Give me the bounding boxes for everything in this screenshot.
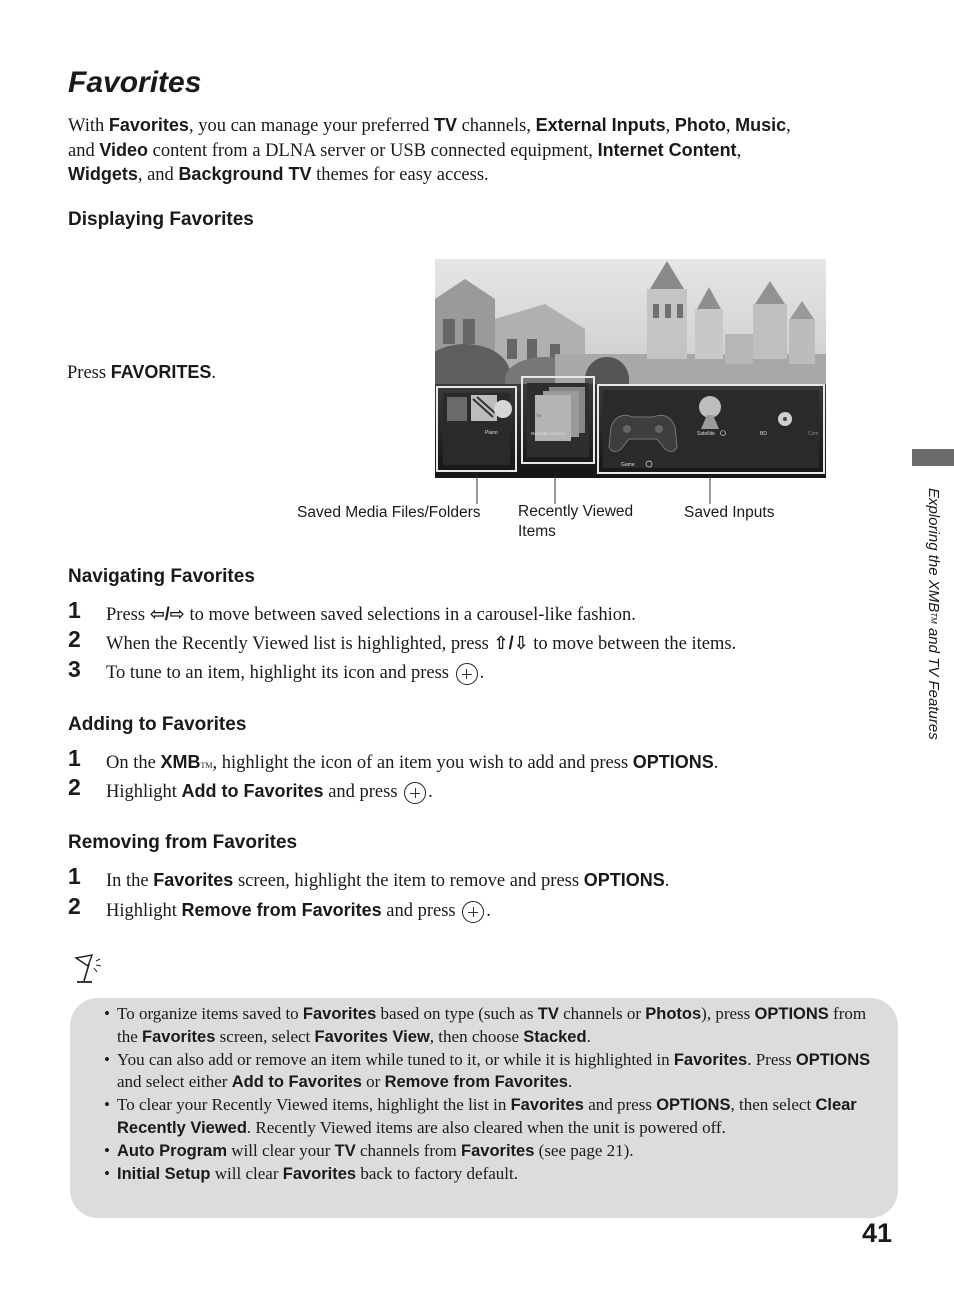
press-favorites-instruction: Press FAVORITES.	[67, 362, 216, 383]
label-saved-media-files-folders: Saved Media Files/Folders	[297, 504, 481, 521]
svg-text:BD: BD	[760, 431, 767, 437]
svg-text:Com: Com	[808, 431, 819, 437]
intro-paragraph: With Favorites, you can manage your preferred TV channels, External Inputs, Photo, Music, and Video content from a DLNA server or USB connected equipment, Internet Content, Widgets, and Background TV themes for easy access.	[68, 115, 791, 185]
enter-button-icon	[404, 782, 426, 804]
tip-item: • To organize items saved to Favorites based on type (such as TV channels or Photos), press OPTIONS from the Favorites screen, select Favorites View, then choose Stacked.	[104, 1003, 874, 1049]
heading-navigating-favorites: Navigating Favorites	[68, 566, 255, 587]
svg-text:Recently Viewed: Recently Viewed	[531, 431, 565, 436]
chapter-sidebar-title: Exploring the XMBTM and TV Features	[925, 488, 942, 740]
heading-displaying-favorites: Displaying Favorites	[68, 209, 254, 230]
tips-list	[104, 1003, 874, 1185]
enter-button-icon	[456, 663, 478, 685]
tip-item: • To clear your Recently Viewed items, highlight the list in Favorites and press OPTIONS, then select Clear Recently Viewed. Recently Viewed items are also cleared when the unit is powered off.	[104, 1094, 874, 1140]
svg-text:TV: TV	[536, 413, 542, 418]
page-number: 41	[862, 1218, 893, 1248]
tips-box	[70, 998, 898, 1218]
up-down-arrows-icon: ⇧/⇩	[493, 633, 529, 653]
favorites-screen-illustration	[435, 259, 826, 478]
tip-lamp-icon	[72, 952, 110, 986]
label-saved-inputs: Saved Inputs	[684, 504, 775, 521]
heading-adding-to-favorites: Adding to Favorites	[68, 714, 247, 735]
svg-text:Game: Game	[621, 462, 635, 468]
svg-text:Piano: Piano	[485, 430, 498, 436]
left-right-arrows-icon: ⇦/⇨	[149, 604, 185, 624]
label-recently-viewed-items: Recently Viewed Items	[518, 503, 634, 540]
tip-item: • Initial Setup will clear Favorites back to factory default.	[104, 1163, 874, 1186]
chapter-tab-marker	[912, 449, 954, 466]
svg-text:Satellite: Satellite	[697, 431, 715, 437]
heading-removing-from-favorites: Removing from Favorites	[68, 832, 298, 853]
tip-item: • You can also add or remove an item while tuned to it, or while it is highlighted in Favorites. Press OPTIONS and select either Add to Favorites or Remove from Favorites.	[104, 1049, 874, 1095]
page-title: Favorites	[68, 66, 202, 99]
enter-button-icon	[462, 901, 484, 923]
tip-item: • Auto Program will clear your TV channels from Favorites (see page 21).	[104, 1140, 874, 1163]
